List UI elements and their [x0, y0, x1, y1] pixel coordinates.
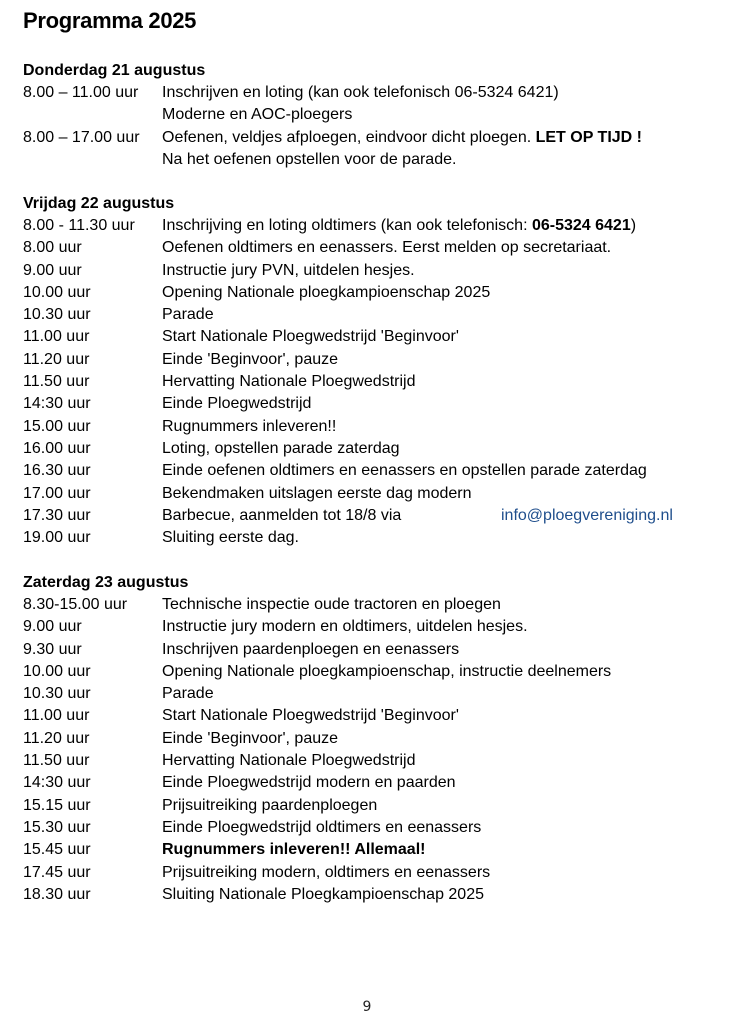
schedule-row — [23, 483, 723, 505]
schedule-row — [23, 416, 723, 438]
schedule-description-text: Start Nationale Ploegwedstrijd 'Beginvoor' — [162, 328, 459, 346]
schedule-description-text: Rugnummers inleveren!! — [162, 417, 337, 435]
schedule-description-text: Hervatting Nationale Ploegwedstrijd — [162, 373, 416, 391]
schedule-row — [23, 460, 723, 482]
schedule-description — [162, 149, 723, 171]
schedule-description — [162, 371, 723, 393]
schedule-row — [23, 438, 723, 460]
schedule-description-text: Einde Ploegwedstrijd modern en paarden — [162, 774, 456, 792]
schedule-description-text: Hervatting Nationale Ploegwedstrijd — [162, 752, 416, 770]
schedule-description-text: Start Nationale Ploegwedstrijd 'Beginvoor' — [162, 707, 459, 725]
schedule-time: 8.00 – 17.00 uur — [23, 128, 140, 146]
schedule-time: 15.45 uur — [23, 841, 91, 859]
schedule-description — [162, 639, 723, 661]
schedule-description-text: Moderne en AOC-ploegers — [162, 106, 353, 124]
schedule-description — [162, 616, 723, 638]
schedule-description — [162, 795, 723, 817]
schedule-description-text: Loting, opstellen parade zaterdag — [162, 439, 400, 457]
schedule-description-text: Prijsuitreiking modern, oldtimers en eenassers — [162, 863, 491, 881]
schedule-row — [23, 817, 723, 839]
schedule-description — [162, 705, 723, 727]
schedule-description-text: Inschrijven paardenploegen en eenassers — [162, 640, 460, 658]
schedule-row — [23, 616, 723, 638]
schedule-description — [162, 683, 723, 705]
schedule-description-text: Einde Ploegwedstrijd oldtimers en eenassers — [162, 818, 482, 836]
schedule-row — [23, 639, 723, 661]
schedule-description-text: Einde 'Beginvoor', pauze — [162, 729, 339, 747]
schedule-time: 11.00 uur — [23, 328, 90, 346]
schedule-description-text: Sluiting eerste dag. — [162, 529, 299, 547]
schedule-emphasis: LET OP TIJD ! — [535, 128, 642, 146]
schedule-row — [23, 795, 723, 817]
schedule-description-text: Instructie jury modern en oldtimers, uitdelen hesjes. — [162, 618, 528, 636]
schedule-time: 14:30 uur — [23, 395, 91, 413]
schedule-description — [162, 393, 723, 415]
schedule-time: 15.00 uur — [23, 417, 91, 435]
schedule-row — [23, 884, 723, 906]
schedule-description — [162, 104, 723, 126]
schedule-time: 10.30 uur — [23, 306, 91, 324]
schedule-row — [23, 661, 723, 683]
schedule-description — [162, 260, 723, 282]
schedule-time: 10.00 uur — [23, 283, 91, 301]
schedule-description-text: Bekendmaken uitslagen eerste dag modern — [162, 484, 472, 502]
schedule-description-text: Na het oefenen opstellen voor de parade. — [162, 150, 457, 168]
schedule-time: 18.30 uur — [23, 885, 91, 903]
schedule-time: 17.45 uur — [23, 863, 91, 881]
schedule-description — [162, 594, 723, 616]
schedule-description — [162, 438, 723, 460]
schedule-time: 8.00 - 11.30 uur — [23, 217, 135, 234]
schedule-description-text: Einde oefenen oldtimers en eenassers en opstellen parade zaterdag — [162, 462, 647, 480]
schedule-description — [162, 527, 723, 549]
page-title: Programma 2025 — [23, 8, 197, 33]
schedule-description — [162, 728, 723, 750]
schedule-time: 9.30 uur — [23, 640, 82, 658]
schedule-description-text: Technische inspectie oude tractoren en ploegen — [162, 596, 501, 613]
schedule-description-text: Einde 'Beginvoor', pauze — [162, 350, 339, 368]
schedule-description — [162, 839, 723, 861]
schedule-time: 8.30-15.00 uur — [23, 596, 128, 613]
schedule-time: 10.30 uur — [23, 685, 91, 703]
schedule-row — [23, 505, 723, 527]
schedule-description-text: Inschrijving en loting oldtimers (kan ook telefonisch: — [162, 217, 532, 234]
schedule-time — [23, 149, 162, 171]
schedule-row — [23, 594, 723, 616]
schedule-row — [23, 750, 723, 772]
schedule-time: 16.00 uur — [23, 439, 91, 457]
schedule-description-text: Prijsuitreiking paardenploegen — [162, 796, 378, 814]
schedule-time: 9.00 uur — [23, 261, 82, 279]
schedule-row — [23, 82, 723, 104]
schedule-description — [162, 282, 723, 304]
schedule-description-text: Opening Nationale ploegkampioenschap, instructie deelnemers — [162, 662, 612, 680]
schedule-row — [23, 149, 723, 171]
schedule-time: 14:30 uur — [23, 774, 91, 792]
schedule-description — [162, 460, 723, 482]
day-section-saturday — [23, 572, 723, 906]
schedule-description — [162, 661, 723, 683]
schedule-row — [23, 237, 723, 259]
schedule-row — [23, 104, 723, 126]
schedule-description-text: Rugnummers inleveren!! Allemaal! — [162, 841, 426, 859]
day-heading: Donderdag 21 augustus — [23, 62, 206, 79]
schedule-row — [23, 326, 723, 348]
schedule-row — [23, 862, 723, 884]
day-section-thursday — [23, 60, 723, 171]
schedule-row — [23, 349, 723, 371]
day-heading: Vrijdag 22 augustus — [23, 195, 175, 212]
schedule-row — [23, 527, 723, 549]
schedule-row — [23, 772, 723, 794]
schedule-description — [162, 862, 723, 884]
day-heading: Zaterdag 23 augustus — [23, 574, 189, 591]
schedule-description — [162, 817, 723, 839]
schedule-row — [23, 839, 723, 861]
schedule-description-text: Parade — [162, 306, 214, 324]
schedule-time: 11.20 uur — [23, 350, 90, 368]
schedule-description-text: Einde Ploegwedstrijd — [162, 395, 312, 413]
schedule-time: 10.00 uur — [23, 662, 91, 680]
schedule-description-text: Opening Nationale ploegkampioenschap 2025 — [162, 283, 491, 301]
schedule-description-text: Barbecue, aanmelden tot 18/8 via — [162, 506, 402, 524]
schedule-description — [162, 127, 723, 149]
schedule-description — [162, 304, 723, 326]
schedule-description-suffix: ) — [630, 217, 637, 234]
schedule-row — [23, 371, 723, 393]
schedule-description — [162, 215, 723, 237]
schedule-description — [162, 884, 723, 906]
schedule-time: 9.00 uur — [23, 618, 82, 636]
schedule-time: 15.15 uur — [23, 796, 91, 814]
schedule-description — [162, 326, 723, 348]
schedule-time: 11.50 uur — [23, 373, 90, 391]
schedule-time: 15.30 uur — [23, 818, 91, 836]
schedule-description — [162, 750, 723, 772]
schedule-description-text: Oefenen oldtimers en eenassers. Eerst melden op secretariaat. — [162, 239, 612, 257]
schedule-time: 11.00 uur — [23, 707, 90, 725]
day-section-friday — [23, 193, 723, 549]
schedule-time: 17.00 uur — [23, 484, 91, 502]
schedule-row — [23, 304, 723, 326]
schedule-row — [23, 127, 723, 149]
schedule-emphasis: 06-5324 6421 — [531, 217, 631, 234]
schedule-description — [162, 237, 723, 259]
schedule-row — [23, 683, 723, 705]
schedule-row — [23, 393, 723, 415]
schedule-description — [162, 82, 723, 104]
schedule-time: 8.00 uur — [23, 239, 82, 257]
schedule-description-text: Sluiting Nationale Ploegkampioenschap 2025 — [162, 885, 484, 903]
schedule-description-text: Instructie jury PVN, uitdelen hesjes. — [162, 261, 415, 279]
schedule-row — [23, 260, 723, 282]
schedule-description-text: Oefenen, veldjes afploegen, eindvoor dicht ploegen. — [162, 128, 536, 146]
schedule-description-text: Parade — [162, 685, 214, 703]
schedule-time — [23, 104, 162, 126]
schedule-description — [162, 349, 723, 371]
schedule-row — [23, 728, 723, 750]
schedule-time: 11.50 uur — [23, 752, 90, 770]
schedule-row — [23, 215, 723, 237]
schedule-time: 8.00 – 11.00 uur — [23, 84, 139, 101]
schedule-description-text: Inschrijven en loting (kan ook telefonisch 06-5324 6421) — [162, 84, 559, 101]
schedule-row — [23, 282, 723, 304]
schedule-time: 16.30 uur — [23, 462, 91, 480]
schedule-row — [23, 705, 723, 727]
schedule-description — [162, 772, 723, 794]
schedule-time: 19.00 uur — [23, 529, 91, 547]
email-link[interactable]: info@ploegvereniging.nl — [501, 506, 673, 524]
schedule-time: 11.20 uur — [23, 729, 90, 747]
schedule-description — [162, 483, 723, 505]
page-number: 9 — [362, 999, 372, 1015]
schedule-description — [162, 416, 723, 438]
schedule-time: 17.30 uur — [23, 506, 91, 524]
